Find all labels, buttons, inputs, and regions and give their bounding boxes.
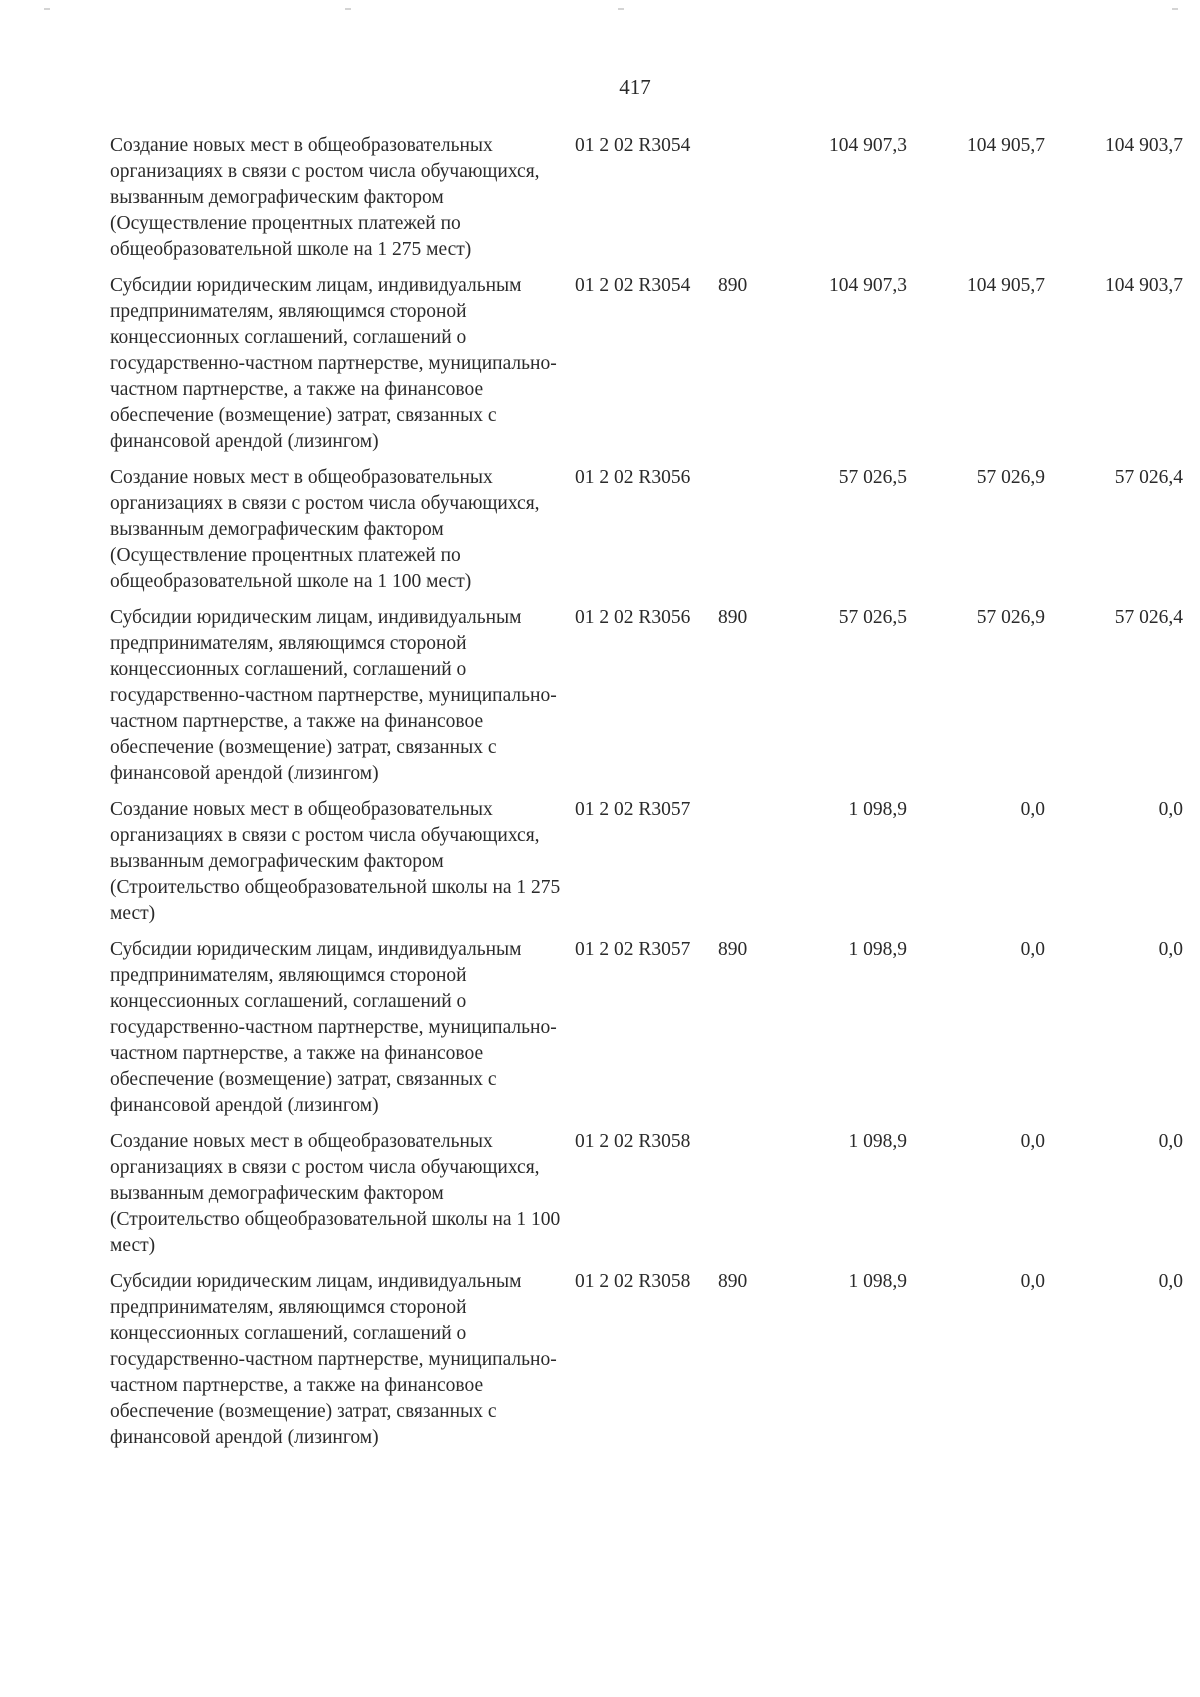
row-amount-2: 0,0 (1020, 799, 1045, 820)
row-expense-type (718, 797, 775, 937)
row-amount-2: 0,0 (1020, 1131, 1045, 1152)
row-amount-1: 104 907,3 (829, 275, 907, 296)
scan-artifact (44, 8, 50, 10)
row-amount-2: 0,0 (1020, 939, 1045, 960)
row-target-code: 01 2 02 R3054 (575, 275, 691, 296)
row-amount-3: 0,0 (1158, 939, 1183, 960)
table-row (110, 1129, 1183, 1269)
row-amount-3: 0,0 (1158, 799, 1183, 820)
row-amount-2: 104 905,7 (967, 275, 1045, 296)
row-name: Создание новых мест в общеобразовательных организациях в связи с ростом числа обучающихся, вызванным демографическим фактором (Строительство общеобразовательной школы на 1 100 мест) (110, 1131, 561, 1256)
row-amount-2: 57 026,9 (976, 607, 1045, 628)
row-expense-type (718, 1129, 775, 1269)
table-row (110, 273, 1183, 465)
row-amount-1: 1 098,9 (848, 799, 907, 820)
row-amount-3: 0,0 (1158, 1271, 1183, 1292)
row-name: Субсидии юридическим лицам, индивидуальным предпринимателям, являющимся стороной концессионных соглашений, соглашений о государственно-частном партнерстве, муниципально-частном партнерстве, а также на финансовое обеспечение (возмещение) затрат, связанных с финансовой арендой (лизингом) (110, 1271, 557, 1448)
row-expense-type (718, 133, 775, 273)
row-amount-1: 57 026,5 (838, 467, 907, 488)
row-amount-1: 1 098,9 (848, 1271, 907, 1292)
row-name: Субсидии юридическим лицам, индивидуальным предпринимателям, являющимся стороной концессионных соглашений, соглашений о государственно-частном партнерстве, муниципально-частном партнерстве, а также на финансовое обеспечение (возмещение) затрат, связанных с финансовой арендой (лизингом) (110, 939, 557, 1116)
scan-artifact (1172, 8, 1178, 10)
row-expense-type (718, 465, 775, 605)
table-row (110, 1269, 1183, 1461)
row-amount-1: 1 098,9 (848, 939, 907, 960)
scan-artifact (345, 8, 351, 10)
table-row (110, 797, 1183, 937)
row-amount-3: 57 026,4 (1114, 607, 1183, 628)
row-amount-2: 104 905,7 (967, 135, 1045, 156)
row-target-code: 01 2 02 R3056 (575, 467, 691, 488)
row-name: Субсидии юридическим лицам, индивидуальным предпринимателям, являющимся стороной концессионных соглашений, соглашений о государственно-частном партнерстве, муниципально-частном партнерстве, а также на финансовое обеспечение (возмещение) затрат, связанных с финансовой арендой (лизингом) (110, 275, 557, 452)
row-name: Создание новых мест в общеобразовательных организациях в связи с ростом числа обучающихся, вызванным демографическим фактором (Осуществление процентных платежей по общеобразовательной школе на 1 100 мест) (110, 467, 540, 592)
row-target-code: 01 2 02 R3056 (575, 607, 691, 628)
row-amount-3: 104 903,7 (1105, 275, 1183, 296)
row-target-code: 01 2 02 R3057 (575, 799, 691, 820)
row-target-code: 01 2 02 R3054 (575, 135, 691, 156)
row-amount-3: 104 903,7 (1105, 135, 1183, 156)
row-amount-1: 1 098,9 (848, 1131, 907, 1152)
table-row (110, 937, 1183, 1129)
table-row (110, 133, 1183, 273)
row-amount-2: 57 026,9 (976, 467, 1045, 488)
row-expense-type: 890 (718, 1271, 748, 1292)
scan-artifact (618, 8, 624, 10)
budget-table (110, 133, 1183, 1461)
row-expense-type: 890 (718, 607, 748, 628)
table-row (110, 605, 1183, 797)
page-number: 417 (619, 75, 651, 99)
row-target-code: 01 2 02 R3058 (575, 1271, 691, 1292)
row-amount-1: 57 026,5 (838, 607, 907, 628)
row-amount-1: 104 907,3 (829, 135, 907, 156)
row-amount-2: 0,0 (1020, 1271, 1045, 1292)
row-target-code: 01 2 02 R3058 (575, 1131, 691, 1152)
row-amount-3: 0,0 (1158, 1131, 1183, 1152)
table-row (110, 465, 1183, 605)
row-target-code: 01 2 02 R3057 (575, 939, 691, 960)
row-name: Субсидии юридическим лицам, индивидуальным предпринимателям, являющимся стороной концессионных соглашений, соглашений о государственно-частном партнерстве, муниципально-частном партнерстве, а также на финансовое обеспечение (возмещение) затрат, связанных с финансовой арендой (лизингом) (110, 607, 557, 784)
row-expense-type: 890 (718, 275, 748, 296)
row-name: Создание новых мест в общеобразовательных организациях в связи с ростом числа обучающихся, вызванным демографическим фактором (Осуществление процентных платежей по общеобразовательной школе на 1 275 мест) (110, 135, 540, 260)
row-name: Создание новых мест в общеобразовательных организациях в связи с ростом числа обучающихся, вызванным демографическим фактором (Строительство общеобразовательной школы на 1 275 мест) (110, 799, 561, 924)
row-amount-3: 57 026,4 (1114, 467, 1183, 488)
row-expense-type: 890 (718, 939, 748, 960)
